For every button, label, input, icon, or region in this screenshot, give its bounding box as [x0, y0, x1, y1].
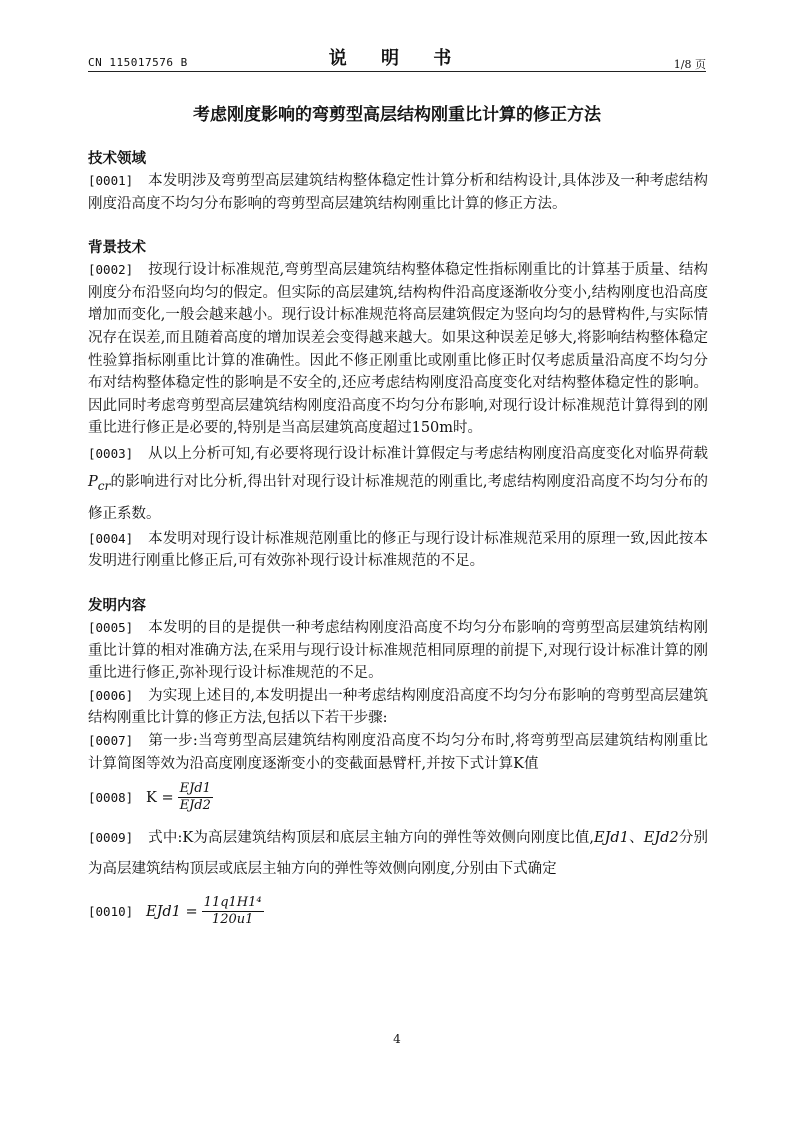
- section-title: 说 明 书: [328, 48, 466, 69]
- paragraph-0007: [88, 730, 708, 775]
- paragraph-number: [0006]: [88, 687, 134, 703]
- top-stiffness-formula: [146, 895, 264, 928]
- page-number: 4: [393, 1032, 401, 1046]
- paragraph-0001: [88, 170, 708, 215]
- paragraph-text: 本发明对现行设计标准规范刚重比的修正与现行设计标准规范采用的原理一致,因此按本发明进行刚重比修正后,可有效弥补现行设计标准规范的不足。: [88, 530, 708, 570]
- paragraph-text-b: 的影响进行对比分析,得出针对现行设计标准规范的刚重比,考虑结构刚度沿高度不均匀分布的修正系数。: [88, 473, 708, 522]
- section-heading-invention: 发明内容: [88, 598, 146, 615]
- stiffness-ratio-formula: [146, 781, 213, 814]
- paragraph-number: [0009]: [88, 830, 134, 846]
- paragraph-text-b: 分别为高层建筑结构顶层或底层主轴方向的弹性等效侧向刚度,分别由下式确定: [88, 830, 709, 878]
- paragraph-text: 按现行设计标准规范,弯剪型高层建筑结构整体稳定性指标刚重比的计算基于质量、结构刚度分布沿竖向均匀的假定。但实际的高层建筑,结构构件沿高度逐渐收分变小,结构刚度也沿高度增加而变化,一般会越来越小。现行设计标准规范将高层建筑假定为竖向均匀的悬臂构件,与实际情况存在误差,而且随着高度的增加误差会变得越来越大。如果这种误差足够大,将影响结构整体稳定性验算指标刚重比计算的准确性。因此不修正刚重比或刚重比修正时仅考虑质量沿高度不均匀分布对结构整体稳定性的影响是不安全的,还应考虑结构刚度沿高度变化对结构整体稳定性的影响。因此同时考虑弯剪型高层建筑结构刚度沿高度不均匀分布影响,对现行设计标准规范计算得到的刚重比进行修正是必要的,特别是当高层建筑高度超过150m时。: [88, 262, 708, 437]
- document-title: 考虑刚度影响的弯剪型高层结构刚重比计算的修正方法: [193, 105, 601, 125]
- paragraph-text: 第一步:当弯剪型高层建筑结构刚度沿高度不均匀分布时,将弯剪型高层建筑结构刚重比计算简图等效为沿高度刚度逐渐变小的变截面悬臂杆,并按下式计算K值: [88, 732, 708, 772]
- paragraph-number: [0007]: [88, 732, 134, 748]
- patent-number: CN 115017576 B: [88, 56, 188, 69]
- paragraph-0005: [88, 617, 708, 685]
- fraction: [202, 895, 264, 928]
- paragraph-number: [0010]: [88, 903, 134, 919]
- fraction-numerator: EJd1: [179, 781, 211, 797]
- critical-load-symbol: $P_{cr}$: [88, 473, 111, 493]
- paragraph-text: 为实现上述目的,本发明提出一种考虑结构刚度沿高度不均匀分布影响的弯剪型高层建筑结构刚重比计算的修正方法,包括以下若干步骤:: [88, 687, 708, 727]
- formula-0010: [88, 895, 708, 928]
- stiffness-bottom-symbol: EJd2: [643, 830, 679, 847]
- fraction: [178, 781, 213, 814]
- paragraph-text-a: 从以上分析可知,有必要将现行设计标准计算假定与考虑结构刚度沿高度变化对临界荷载: [148, 445, 708, 462]
- paragraph-0002: [88, 259, 708, 440]
- paragraph-number: [0004]: [88, 530, 134, 546]
- paragraph-number: [0005]: [88, 620, 134, 636]
- paragraph-0003: [88, 440, 708, 528]
- section-heading-field: 技术领域: [88, 151, 146, 167]
- paragraph-0009: [88, 822, 708, 885]
- paragraph-text: 本发明的目的是提供一种考虑结构刚度沿高度不均匀分布影响的弯剪型高层建筑结构刚重比计算的相对准确方法,在采用与现行设计标准规范相同原理的前提下,对现行设计标准计算的刚重比进行修正,弥补现行设计标准规范的不足。: [88, 620, 708, 682]
- page-header: [88, 44, 706, 72]
- paragraph-text-a: 式中:K为高层建筑结构顶层和底层主轴方向的弹性等效侧向刚度比值,: [148, 830, 595, 847]
- formula-lhs: EJd1 =: [146, 903, 198, 920]
- paragraph-number: [0001]: [88, 173, 134, 188]
- section-heading-background: 背景技术: [88, 240, 146, 257]
- fraction-denominator: EJd2: [179, 798, 211, 814]
- paragraph-0004: [88, 528, 708, 573]
- symbol-separator: 、: [628, 830, 644, 847]
- formula-0008: [88, 781, 708, 814]
- paragraph-number: [0003]: [88, 445, 134, 461]
- paragraph-number: [0008]: [88, 789, 134, 805]
- paragraph-text: 本发明涉及弯剪型高层建筑结构整体稳定性计算分析和结构设计,具体涉及一种考虑结构刚度沿高度不均匀分布影响的弯剪型高层建筑结构刚重比计算的修正方法。: [88, 173, 708, 212]
- formula-lhs: K =: [146, 789, 174, 806]
- paragraph-number: [0002]: [88, 262, 134, 278]
- paragraph-0006: [88, 685, 708, 730]
- header-divider: [88, 71, 706, 72]
- fraction-denominator: 120u1: [211, 912, 254, 928]
- fraction-numerator: 11q1H1⁴: [203, 895, 262, 911]
- document-body: [88, 148, 708, 936]
- page-indicator: 1/8 页: [673, 58, 706, 71]
- stiffness-top-symbol: EJd1: [594, 830, 629, 847]
